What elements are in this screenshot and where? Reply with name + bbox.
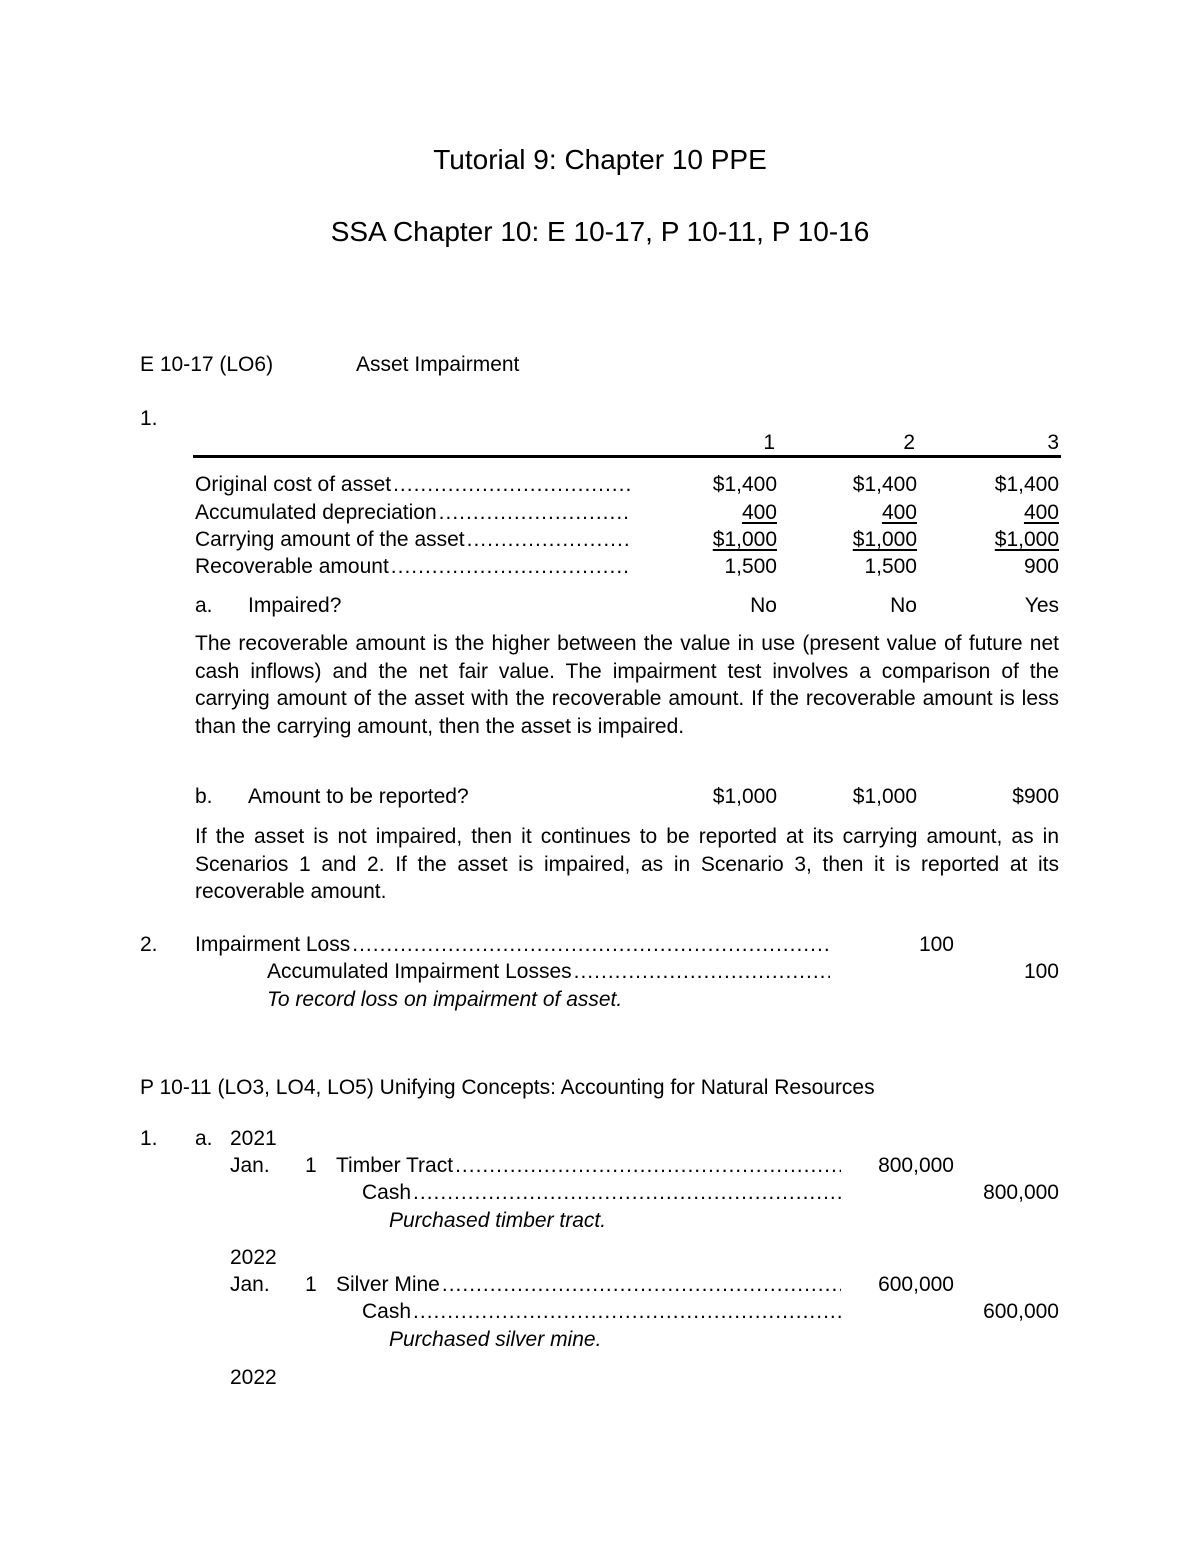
entry-1-credit-account: Cash ..... [362, 1180, 841, 1206]
row-label-carrying-amount: Carrying amount of the asset ..... [195, 527, 630, 553]
cell-recoverable-1: 1,500 [724, 555, 777, 578]
entry-1-credit-amount: 800,000 [983, 1181, 1059, 1204]
debit-amount: 100 [918, 933, 954, 956]
entry-2-memo: Purchased silver mine. [389, 1328, 602, 1351]
entry-2-day: 1 [305, 1273, 317, 1296]
question-a-letter: a. [195, 594, 213, 617]
entry-1-debit-account: Timber Tract ..... [336, 1153, 841, 1179]
credit-accumulated-impairment: Accumulated Impairment Losses ..... [267, 959, 830, 985]
reported-value-3: $900 [1012, 785, 1059, 808]
entry-2-debit-amount: 600,000 [878, 1273, 954, 1296]
page-title: Tutorial 9: Chapter 10 PPE [433, 144, 767, 175]
entry-1-year: 2021 [230, 1127, 277, 1150]
next-entry-year: 2022 [230, 1366, 277, 1389]
column-header-1: 1 [763, 431, 775, 454]
journal-memo: To record loss on impairment of asset. [267, 988, 623, 1011]
cell-accum-dep-2: 400 [881, 501, 917, 524]
row-label-original-cost: Original cost of asset ..... [195, 472, 630, 498]
entry-2-month: Jan. [230, 1273, 270, 1296]
cell-accum-dep-1: 400 [741, 501, 777, 524]
entry-2-debit-account: Silver Mine ..... [336, 1272, 841, 1298]
impaired-value-1: No [750, 594, 777, 617]
reporting-explanation: If the asset is not impaired, then it continues to be reported at its carrying amount, as in Scenarios 1 and 2. If the asset is impaired, as in Scenario 3, then it is reported at its recoverable amount. [195, 825, 1059, 903]
column-header-2: 2 [903, 431, 915, 454]
question-a-label: Impaired? [248, 594, 342, 617]
cell-original-cost-2: $1,400 [852, 473, 917, 496]
column-header-3: 3 [1047, 431, 1059, 454]
entry-1-day: 1 [305, 1154, 317, 1177]
entry-2-year: 2022 [230, 1246, 277, 1269]
cell-carrying-2: $1,000 [852, 528, 917, 551]
cell-original-cost-1: $1,400 [712, 473, 777, 496]
cell-carrying-1: $1,000 [712, 528, 777, 551]
cell-recoverable-3: 900 [1023, 555, 1059, 578]
entry-2-credit-amount: 600,000 [983, 1300, 1059, 1323]
cell-carrying-3: $1,000 [994, 528, 1059, 551]
debit-impairment-loss: Impairment Loss ..... [195, 932, 830, 958]
problem-part-number: 1. [140, 1127, 158, 1150]
impaired-value-2: No [890, 594, 917, 617]
entry-1-debit-amount: 800,000 [878, 1154, 954, 1177]
impairment-explanation: The recoverable amount is the higher between the value in use (present value of future net cash inflows) and the net fair value. The impairment test involves a comparison of the carrying amount of the asset with the recoverable amount. If the recoverable amount is less than the carrying amount, then the asset is impaired. [195, 632, 1059, 738]
reported-value-2: $1,000 [852, 785, 917, 808]
row-label-recoverable-amount: Recoverable amount ..... [195, 554, 630, 580]
part-2-number: 2. [140, 933, 158, 956]
part-number: 1. [140, 407, 158, 430]
problem-part-letter: a. [195, 1127, 213, 1150]
cell-recoverable-2: 1,500 [864, 555, 917, 578]
entry-1-month: Jan. [230, 1154, 270, 1177]
exercise-heading: Asset Impairment [356, 353, 520, 376]
cell-accum-dep-3: 400 [1023, 501, 1059, 524]
entry-1-memo: Purchased timber tract. [389, 1209, 607, 1232]
question-b-label: Amount to be reported? [248, 785, 469, 808]
cell-original-cost-3: $1,400 [994, 473, 1059, 496]
row-label-accumulated-depreciation: Accumulated depreciation ..... [195, 500, 630, 526]
page-subtitle: SSA Chapter 10: E 10-17, P 10-11, P 10-16 [330, 216, 870, 247]
reported-value-1: $1,000 [712, 785, 777, 808]
exercise-code: E 10-17 (LO6) [140, 353, 274, 376]
impaired-value-3: Yes [1024, 594, 1059, 617]
problem-header: P 10-11 (LO3, LO4, LO5) Unifying Concepts: Accounting for Natural Resources [140, 1076, 875, 1099]
credit-amount: 100 [1023, 960, 1059, 983]
header-rule [193, 455, 1061, 458]
question-b-letter: b. [195, 785, 213, 808]
entry-2-credit-account: Cash ..... [362, 1299, 841, 1325]
